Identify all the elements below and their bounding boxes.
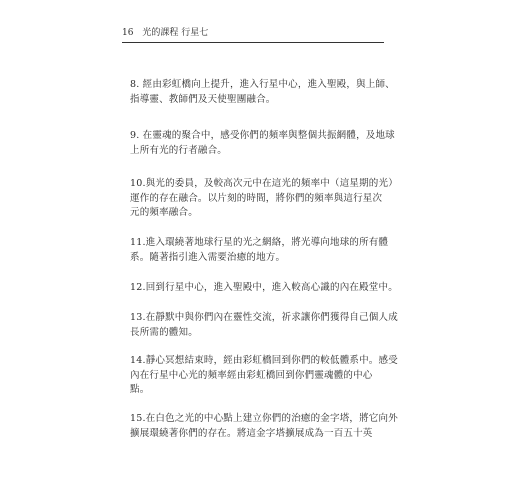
text-line: 13.在靜默中與你們內在靈性交流，祈求讓你們獲得自己個人成 <box>130 312 398 323</box>
chapter-title: 光的課程 行星七 <box>142 28 209 38</box>
text-line: 指導靈、教師們及天使聖團融合。 <box>130 93 276 105</box>
list-item-step-13 <box>130 311 398 340</box>
text-line: 15.在白色之光的中心點上建立你們的治癒的金字塔，將它向外 <box>130 413 398 424</box>
list-item-step-15 <box>130 412 398 441</box>
text-line: 8. 經由彩虹橋向上提升，進入行星中心，進入聖殿，與上師、 <box>130 79 395 90</box>
list-item-step-9 <box>130 129 395 158</box>
text-line: 擴展環繞著你們的存在。將這金字塔擴展成為一百五十英 <box>130 427 373 439</box>
text-line: 10.與光的委員，及較高次元中在這光的頻率中（這星期的光） <box>130 178 398 189</box>
list-item-step-8 <box>130 78 395 107</box>
text-line: 9. 在靈魂的聚合中，感受你們的頻率與整個共振網體，及地球 <box>130 130 395 141</box>
running-header <box>122 26 384 43</box>
text-line: 14.靜心冥想結束時，經由彩虹橋回到你們的較低體系中。感受 <box>130 355 398 366</box>
text-line: 點。 <box>130 384 150 395</box>
page-number: 16 <box>122 28 134 38</box>
text-line: 上所有光的行者融合。 <box>130 144 228 156</box>
list-item-step-11 <box>130 236 389 265</box>
text-line: 12.回到行星中心，進入聖殿中，進入較高心識的內在殿堂中。 <box>130 282 398 293</box>
text-line: 運作的存在融合。以片刻的時間，將你們的頻率與這行星次 <box>130 192 383 204</box>
text-line: 元的頻率融合。 <box>130 207 198 218</box>
text-line: 長所需的體知。 <box>130 326 198 338</box>
list-item-step-12 <box>130 281 398 296</box>
text-line: 系。隨著指引進入需要治癒的地方。 <box>130 251 286 263</box>
list-item-step-10 <box>130 177 398 221</box>
list-item-step-14 <box>130 354 398 398</box>
text-line: 11.進入環繞著地球行星的光之網絡，將光導向地球的所有體 <box>130 237 389 248</box>
text-line: 內在行星中心光的頻率經由彩虹橋回到你們靈魂體的中心 <box>130 369 373 381</box>
